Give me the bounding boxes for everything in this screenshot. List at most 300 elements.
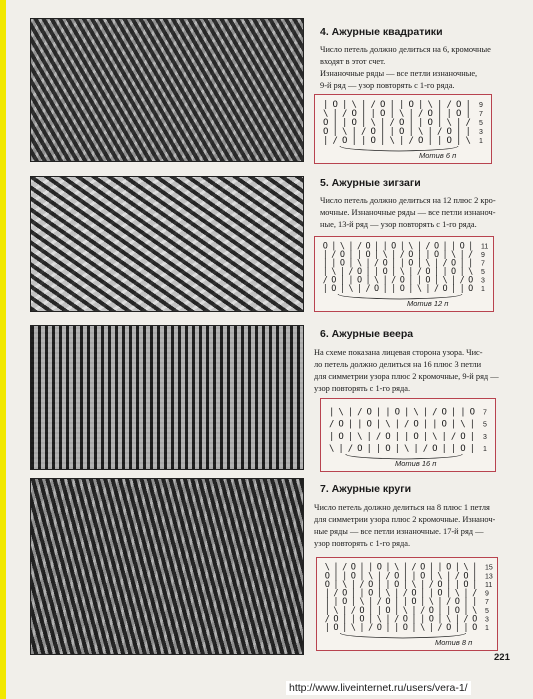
section-description [320, 195, 496, 231]
chart-grid [317, 558, 497, 650]
stitch-symbol: \ [408, 241, 414, 252]
stitch-symbol: | [322, 267, 328, 277]
stitch-symbol: | [366, 444, 372, 454]
stitch-symbol: | [463, 605, 469, 616]
stitch-symbol: | [456, 127, 462, 137]
stitch-symbol: \ [342, 127, 348, 137]
stitch-symbol: | [370, 109, 376, 119]
stitch-symbol: | [359, 562, 365, 573]
row-number: 9 [481, 252, 485, 259]
stitch-symbol: | [399, 258, 405, 269]
stitch-symbol: O [441, 419, 447, 430]
stitch-symbol: | [416, 258, 422, 269]
section-title: 6. Ажурные веера [320, 328, 414, 340]
stitch-symbol: \ [399, 267, 405, 277]
lace-fans-photo [30, 325, 304, 470]
stitch-symbol: \ [338, 407, 344, 418]
stitch-symbol: \ [411, 579, 417, 590]
stitch-symbol: | [399, 136, 405, 146]
stitch-symbol: \ [420, 623, 426, 633]
stitch-symbol: | [350, 597, 356, 608]
stitch-symbol: / [454, 571, 460, 582]
knitting-chart [314, 236, 494, 312]
stitch-symbol: | [442, 267, 448, 277]
stitch-symbol: | [365, 267, 371, 277]
stitch-symbol: O [380, 100, 386, 110]
stitch-symbol: | [451, 275, 457, 286]
stitch-symbol: | [411, 571, 417, 582]
stitch-symbol: O [391, 241, 397, 252]
chart-label: Мотив 6 п [419, 151, 457, 160]
row-number: 3 [481, 277, 485, 285]
stitch-symbol: O [472, 623, 478, 633]
stitch-symbol: O [420, 571, 426, 582]
stitch-symbol: O [408, 100, 414, 110]
stitch-symbol: O [399, 275, 405, 286]
stitch-symbol: | [391, 284, 397, 294]
stitch-symbol: \ [333, 605, 339, 616]
stitch-symbol: | [427, 127, 433, 137]
stitch-symbol: \ [389, 136, 395, 146]
stitch-symbol: | [366, 431, 372, 442]
chart-label: Мотив 8 п [435, 638, 473, 647]
stitch-symbol: | [446, 579, 452, 590]
stitch-symbol: O [351, 118, 357, 128]
stitch-symbol: | [472, 571, 478, 582]
stitch-symbol: | [374, 250, 380, 260]
stitch-symbol: | [454, 562, 460, 573]
stitch-symbol: | [451, 241, 457, 252]
description-line: 9-й ряд — узор повторять с 1-го ряда. [320, 81, 455, 90]
row-number: 7 [481, 260, 485, 268]
description-line: для симметрии узора плюс 2 кромочные, 9-й ряд — [314, 372, 499, 381]
stitch-symbol: | [328, 407, 335, 418]
stitch-symbol: | [408, 275, 414, 286]
stitch-symbol: | [418, 118, 424, 128]
stitch-symbol: | [472, 597, 478, 608]
stitch-symbol: | [323, 100, 329, 110]
stitch-symbol: / [350, 605, 356, 616]
stitch-symbol: / [472, 588, 478, 599]
stitch-symbol: / [365, 284, 371, 294]
stitch-symbol: | [427, 136, 433, 146]
stitch-symbol: / [385, 571, 391, 582]
stitch-symbol: O [399, 118, 405, 128]
stitch-symbol: / [391, 275, 397, 286]
stitch-symbol: \ [323, 109, 329, 119]
stitch-symbol: O [408, 258, 414, 269]
stitch-symbol: | [472, 579, 478, 590]
stitch-symbol: O [368, 588, 374, 599]
stitch-symbol: / [333, 588, 339, 599]
description-line: ные ряды — все петли изнаночные. 17-й ряд — [314, 527, 484, 536]
stitch-symbol: | [394, 597, 400, 608]
stitch-symbol: O [413, 431, 419, 442]
stitch-symbol: | [413, 444, 419, 454]
stitch-symbol: | [437, 109, 443, 119]
stitch-symbol: | [348, 258, 354, 269]
stitch-symbol: | [361, 100, 367, 110]
section-description [314, 502, 495, 550]
stitch-symbol: O [356, 267, 363, 277]
stitch-symbol: | [416, 275, 422, 286]
lace-squares-photo [30, 18, 304, 162]
stitch-symbol: O [351, 109, 357, 119]
stitch-symbol: \ [416, 284, 422, 294]
stitch-symbol: | [463, 623, 469, 633]
stitch-symbol: O [382, 267, 388, 277]
stitch-symbol: | [332, 127, 338, 137]
stitch-symbol: / [425, 241, 431, 252]
stitch-symbol: O [420, 562, 426, 573]
row-number: 5 [481, 269, 485, 276]
stitch-symbol: | [454, 579, 460, 590]
stitch-symbol: O [350, 571, 356, 582]
stitch-symbol: \ [427, 100, 433, 110]
stitch-symbol: \ [403, 444, 410, 454]
stitch-symbol: / [375, 431, 382, 442]
stitch-symbol: O [323, 118, 329, 128]
stitch-symbol: O [380, 109, 386, 119]
stitch-symbol: O [469, 407, 476, 418]
stitch-symbol: O [468, 275, 474, 286]
stitch-symbol: O [463, 571, 469, 582]
stitch-symbol: | [408, 267, 414, 277]
stitch-symbol: O [376, 562, 382, 573]
stitch-symbol: O [472, 614, 478, 625]
stitch-symbol: | [368, 562, 374, 573]
stitch-symbol: | [333, 571, 339, 582]
stitch-symbol: | [385, 579, 391, 590]
stitch-symbol: / [465, 118, 471, 128]
description-line: мочные. Изнаночные ряды — все петли изнаноч- [320, 208, 496, 217]
stitch-symbol: | [437, 605, 443, 616]
stitch-symbol: | [408, 127, 414, 137]
stitch-symbol: | [348, 275, 354, 286]
stitch-symbol: \ [451, 250, 457, 260]
stitch-symbol: | [347, 431, 354, 442]
stitch-symbol: | [375, 419, 382, 430]
stitch-symbol: \ [432, 431, 438, 442]
stitch-symbol: | [469, 444, 476, 454]
stitch-symbol: O [446, 562, 452, 573]
stitch-symbol: O [427, 118, 433, 128]
stitch-symbol: | [342, 623, 348, 633]
stitch-symbol: O [394, 571, 400, 582]
stitch-symbol: | [459, 284, 465, 294]
stitch-symbol: O [331, 275, 337, 286]
stitch-symbol: / [389, 118, 395, 128]
stitch-symbol: | [365, 258, 371, 269]
description-line: Изнаночные ряды — все петли изнаночные, [320, 69, 478, 78]
stitch-symbol: O [324, 571, 330, 582]
stitch-symbol: | [333, 562, 339, 573]
stitch-symbol: / [411, 562, 417, 573]
stitch-symbol: | [375, 444, 382, 454]
stitch-symbol: \ [437, 571, 443, 582]
lace-circles-photo [30, 478, 304, 655]
stitch-symbol: | [416, 250, 422, 260]
stitch-symbol: / [422, 444, 429, 454]
stitch-symbol: \ [472, 605, 478, 616]
stitch-symbol: \ [463, 562, 469, 573]
stitch-symbol: | [446, 571, 452, 582]
stitch-symbol: O [385, 444, 391, 454]
stitch-symbol: | [356, 250, 363, 260]
stitch-symbol: / [342, 562, 348, 573]
page-number: 221 [494, 652, 510, 663]
stitch-symbol: \ [385, 419, 391, 430]
stitch-symbol: | [368, 597, 374, 608]
stitch-symbol: | [420, 597, 426, 608]
stitch-symbol: O [442, 284, 448, 294]
stitch-symbol: O [437, 588, 443, 599]
lace-zigzag-photo [30, 176, 304, 312]
stitch-symbol: | [350, 579, 356, 590]
stitch-symbol: \ [454, 588, 460, 599]
row-number: 3 [485, 616, 489, 624]
stitch-symbol: | [342, 571, 348, 582]
stitch-symbol: / [359, 579, 365, 590]
stitch-symbol: | [437, 614, 443, 625]
stitch-symbol: / [402, 588, 408, 599]
row-number: 9 [485, 590, 489, 598]
stitch-symbol: | [408, 118, 414, 128]
stitch-symbol: / [324, 614, 330, 625]
stitch-symbol: | [437, 100, 443, 110]
stitch-symbol: | [342, 100, 348, 110]
stitch-symbol: | [432, 419, 438, 430]
stitch-symbol: | [385, 623, 391, 633]
stitch-symbol: O [402, 623, 408, 633]
stitch-symbol: | [351, 136, 357, 146]
stitch-symbol: | [332, 109, 338, 119]
stitch-symbol: | [394, 431, 401, 442]
stitch-symbol: | [357, 419, 363, 430]
stitch-symbol: O [350, 562, 356, 573]
stitch-symbol: | [322, 250, 328, 260]
stitch-symbol: | [342, 614, 348, 625]
stitch-symbol: O [385, 597, 391, 608]
stitch-symbol: | [361, 118, 367, 128]
knitting-chart [316, 557, 498, 651]
section-description [320, 44, 491, 92]
stitch-symbol: / [368, 623, 374, 633]
stitch-symbol: O [441, 407, 447, 418]
description-line: Число петель должно делиться на 6, кромочные [320, 45, 491, 54]
stitch-symbol: / [442, 258, 448, 269]
row-number: 1 [479, 138, 483, 145]
stitch-symbol: | [428, 571, 434, 582]
stitch-symbol: | [333, 597, 339, 608]
knitting-chart [314, 94, 492, 164]
stitch-symbol: \ [339, 241, 345, 252]
stitch-symbol: O [333, 614, 339, 625]
stitch-symbol: | [403, 431, 410, 442]
stitch-symbol: \ [357, 431, 363, 442]
stitch-symbol: O [446, 127, 452, 137]
stitch-symbol: | [322, 258, 328, 269]
stitch-symbol: / [331, 250, 337, 260]
stitch-symbol: \ [382, 250, 388, 260]
stitch-symbol: / [356, 241, 363, 252]
stitch-symbol: | [332, 118, 338, 128]
stitch-symbol: / [347, 444, 354, 454]
stitch-symbol: / [463, 614, 469, 625]
stitch-symbol: | [425, 250, 431, 260]
stitch-symbol: / [374, 258, 380, 269]
stitch-symbol: / [399, 250, 405, 260]
stitch-symbol: | [459, 267, 465, 277]
stitch-symbol: | [437, 118, 443, 128]
stitch-symbol: / [416, 267, 422, 277]
stitch-symbol: | [351, 127, 357, 137]
section-title: 5. Ажурные зигзаги [320, 177, 421, 189]
stitch-symbol: | [380, 118, 386, 128]
stitch-symbol: \ [399, 109, 405, 119]
stitch-symbol: | [411, 623, 417, 633]
stitch-symbol: \ [350, 623, 356, 633]
stitch-symbol: | [331, 241, 337, 252]
stitch-symbol: O [411, 597, 417, 608]
stitch-symbol: / [342, 109, 348, 119]
stitch-symbol: O [433, 241, 440, 252]
stitch-symbol: | [382, 284, 388, 294]
stitch-symbol: | [324, 597, 330, 608]
stitch-symbol: O [356, 275, 363, 286]
stitch-symbol: | [456, 118, 462, 128]
stitch-symbol: / [459, 275, 465, 286]
stitch-symbol: | [347, 419, 354, 430]
stitch-symbol: | [408, 284, 414, 294]
stitch-symbol: | [451, 284, 457, 294]
stitch-symbol: \ [374, 275, 380, 286]
stitch-symbol: | [459, 258, 465, 269]
stitch-symbol: | [428, 623, 434, 633]
stitch-symbol: \ [446, 614, 452, 625]
stitch-symbol: O [394, 579, 400, 590]
stitch-symbol: O [428, 605, 434, 616]
stitch-symbol: O [385, 431, 391, 442]
stitch-symbol: O [322, 241, 328, 252]
stitch-symbol: O [366, 407, 372, 418]
stitch-symbol: | [391, 267, 397, 277]
stitch-symbol: | [422, 419, 429, 430]
stitch-symbol: O [456, 100, 462, 110]
row-number: 11 [485, 581, 493, 589]
stitch-symbol: | [331, 258, 337, 269]
stitch-symbol: | [454, 623, 460, 633]
description-line: входят в этот счет. [320, 57, 386, 66]
chart-grid [315, 95, 491, 163]
stitch-symbol: O [382, 258, 388, 269]
stitch-symbol: | [463, 588, 469, 599]
stitch-symbol: | [437, 562, 443, 573]
source-watermark: http://www.liveinternet.ru/users/vera-1/ [286, 681, 471, 695]
chart-label: Мотив 12 п [407, 299, 449, 308]
stitch-symbol: / [328, 419, 335, 430]
section-title: 4. Ажурные квадратики [320, 26, 443, 38]
stitch-symbol: \ [359, 597, 365, 608]
stitch-symbol: / [418, 109, 424, 119]
stitch-symbol: | [324, 605, 330, 616]
stitch-symbol: / [446, 597, 452, 608]
stitch-symbol: | [450, 444, 457, 454]
stitch-symbol: | [356, 284, 363, 294]
stitch-symbol: O [359, 614, 365, 625]
stitch-symbol: O [399, 127, 405, 137]
stitch-symbol: | [342, 605, 348, 616]
stitch-symbol: | [403, 407, 410, 418]
stitch-symbol: | [361, 109, 367, 119]
stitch-symbol: O [342, 136, 348, 146]
stitch-symbol: O [324, 579, 330, 590]
stitch-symbol: | [385, 614, 391, 625]
stitch-symbol: | [376, 571, 382, 582]
stitch-symbol: O [338, 431, 344, 442]
stitch-symbol: / [361, 127, 367, 137]
stitch-symbol: | [446, 109, 452, 119]
stitch-symbol: O [418, 136, 424, 146]
stitch-symbol: | [333, 579, 339, 590]
stitch-symbol: | [428, 588, 434, 599]
stitch-symbol: / [468, 250, 474, 260]
stitch-symbol: O [342, 597, 348, 608]
stitch-symbol: | [338, 444, 344, 454]
row-number: 7 [485, 599, 489, 607]
stitch-symbol: \ [385, 588, 391, 599]
stitch-symbol: O [446, 136, 452, 146]
stitch-symbol: \ [356, 258, 363, 269]
stitch-symbol: O [402, 614, 408, 625]
row-number: 3 [483, 433, 487, 441]
row-number: 11 [481, 243, 489, 251]
stitch-symbol: / [322, 275, 328, 286]
stitch-symbol: O [456, 109, 462, 119]
stitch-symbol: O [394, 407, 401, 418]
stitch-symbol: / [433, 284, 440, 294]
section-title: 7. Ажурные круги [320, 483, 412, 495]
stitch-symbol: / [408, 136, 414, 146]
stitch-symbol: | [411, 614, 417, 625]
stitch-symbol: | [402, 562, 408, 573]
stitch-symbol: | [408, 109, 414, 119]
stitch-symbol: / [428, 579, 434, 590]
stitch-symbol: O [332, 100, 338, 110]
stitch-symbol: / [403, 419, 410, 430]
stitch-symbol: | [374, 241, 380, 252]
stitch-symbol: O [408, 250, 414, 260]
stitch-symbol: O [451, 258, 457, 269]
stitch-symbol: O [411, 588, 417, 599]
stitch-symbol: | [359, 571, 365, 582]
stitch-symbol: \ [442, 275, 448, 286]
stitch-symbol: O [399, 284, 405, 294]
stitch-symbol: | [324, 588, 330, 599]
section-description [314, 347, 499, 395]
description-line: На схеме показана лицевая сторона узора. Чис- [314, 348, 483, 357]
stitch-symbol: / [437, 623, 443, 633]
row-number: 9 [479, 102, 483, 109]
description-line: Число петель должно делиться на 12 плюс 2 кро- [320, 196, 496, 205]
stitch-symbol: O [374, 284, 380, 294]
stitch-symbol: O [342, 588, 348, 599]
stitch-symbol: | [368, 614, 374, 625]
stitch-symbol: | [437, 597, 443, 608]
row-number: 7 [479, 111, 483, 118]
stitch-symbol: | [399, 100, 405, 110]
stitch-symbol: | [463, 597, 469, 608]
